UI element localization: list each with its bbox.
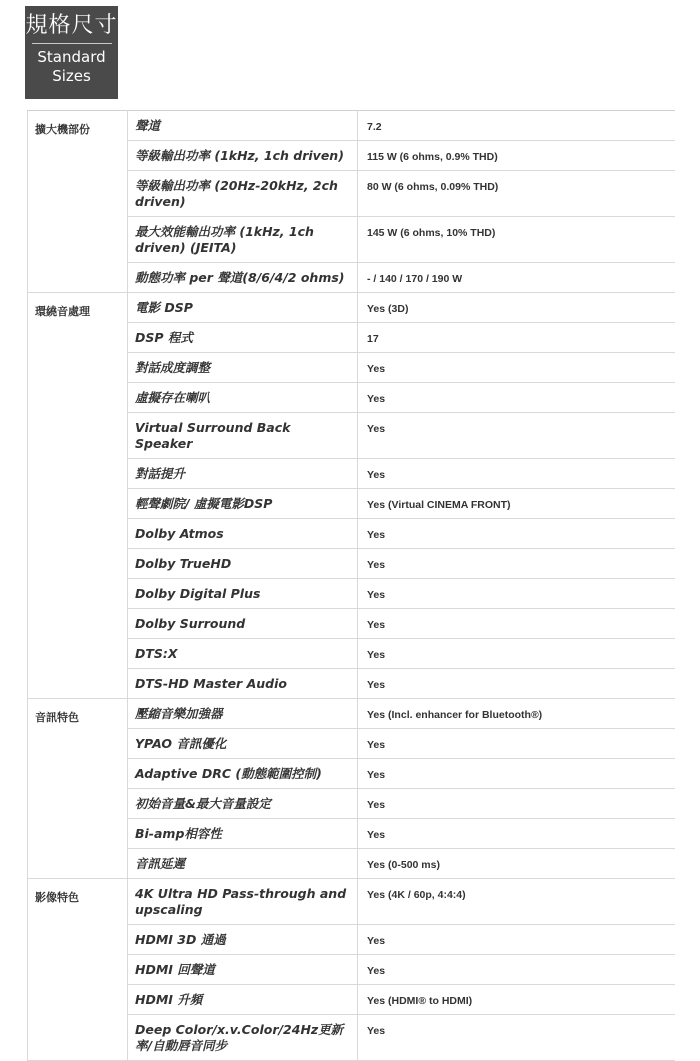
spec-value: 80 W (6 ohms, 0.09% THD) [358,171,676,217]
spec-value: Yes (3D) [358,293,676,323]
spec-feature: 最大效能輸出功率 (1kHz, 1ch driven) (JEITA) [128,217,358,263]
spec-feature: 對話成度調整 [128,353,358,383]
spec-feature: 等級輸出功率 (20Hz-20kHz, 2ch driven) [128,171,358,217]
spec-feature: 壓縮音樂加強器 [128,699,358,729]
section-category: 環繞音處理 [28,293,128,699]
spec-feature: 等級輸出功率 (1kHz, 1ch driven) [128,141,358,171]
spec-value: Yes [358,925,676,955]
spec-feature: Dolby Atmos [128,519,358,549]
table-row [28,699,676,729]
spec-value: Yes [358,413,676,459]
table-row [28,293,676,323]
section-category: 音訊特色 [28,699,128,879]
section-category: 影像特色 [28,879,128,1061]
spec-feature: 對話提升 [128,459,358,489]
spec-table [27,110,675,1061]
spec-feature: HDMI 3D 通過 [128,925,358,955]
badge-divider [32,43,112,44]
spec-feature: Dolby Digital Plus [128,579,358,609]
spec-feature: Virtual Surround Back Speaker [128,413,358,459]
spec-value: Yes [358,819,676,849]
spec-value: 7.2 [358,111,676,141]
spec-feature: YPAO 音訊優化 [128,729,358,759]
spec-feature: DTS-HD Master Audio [128,669,358,699]
spec-value: 145 W (6 ohms, 10% THD) [358,217,676,263]
spec-feature: 虛擬存在喇叭 [128,383,358,413]
spec-feature: HDMI 回聲道 [128,955,358,985]
spec-feature: Dolby Surround [128,609,358,639]
table-row [28,879,676,925]
spec-value: Yes [358,955,676,985]
spec-feature: 輕聲劇院/ 虛擬電影DSP [128,489,358,519]
spec-feature: Bi-amp相容性 [128,819,358,849]
spec-value: 17 [358,323,676,353]
spec-value: Yes (Virtual CINEMA FRONT) [358,489,676,519]
spec-feature: Deep Color/x.v.Color/24Hz更新率/自動唇音同步 [128,1015,358,1061]
spec-value: Yes (4K / 60p, 4:4:4) [358,879,676,925]
spec-value: Yes [358,639,676,669]
spec-feature: 音訊延遲 [128,849,358,879]
badge-title-en: Standard Sizes [37,48,106,85]
badge-title-zh: 規格尺寸 [25,13,118,38]
table-row [28,111,676,141]
spec-value: Yes [358,789,676,819]
spec-value: Yes [358,353,676,383]
spec-value: Yes (HDMI® to HDMI) [358,985,676,1015]
spec-feature: DSP 程式 [128,323,358,353]
spec-feature: Adaptive DRC (動態範圍控制) [128,759,358,789]
spec-feature: 4K Ultra HD Pass-through and upscaling [128,879,358,925]
spec-feature: 動態功率 per 聲道(8/6/4/2 ohms) [128,263,358,293]
spec-value: - / 140 / 170 / 190 W [358,263,676,293]
spec-value: Yes [358,549,676,579]
spec-value: Yes [358,669,676,699]
spec-value: Yes [358,609,676,639]
spec-value: 115 W (6 ohms, 0.9% THD) [358,141,676,171]
spec-feature: 電影 DSP [128,293,358,323]
spec-feature: 聲道 [128,111,358,141]
spec-feature: 初始音量&最大音量設定 [128,789,358,819]
spec-value: Yes (Incl. enhancer for Bluetooth®) [358,699,676,729]
spec-value: Yes [358,459,676,489]
spec-value: Yes [358,519,676,549]
spec-value: Yes [358,383,676,413]
spec-feature: HDMI 升頻 [128,985,358,1015]
spec-value: Yes [358,1015,676,1061]
spec-value: Yes [358,759,676,789]
spec-value: Yes [358,579,676,609]
spec-feature: DTS:X [128,639,358,669]
spec-feature: Dolby TrueHD [128,549,358,579]
spec-value: Yes (0-500 ms) [358,849,676,879]
section-category: 擴大機部份 [28,111,128,293]
spec-value: Yes [358,729,676,759]
section-badge [25,6,118,99]
